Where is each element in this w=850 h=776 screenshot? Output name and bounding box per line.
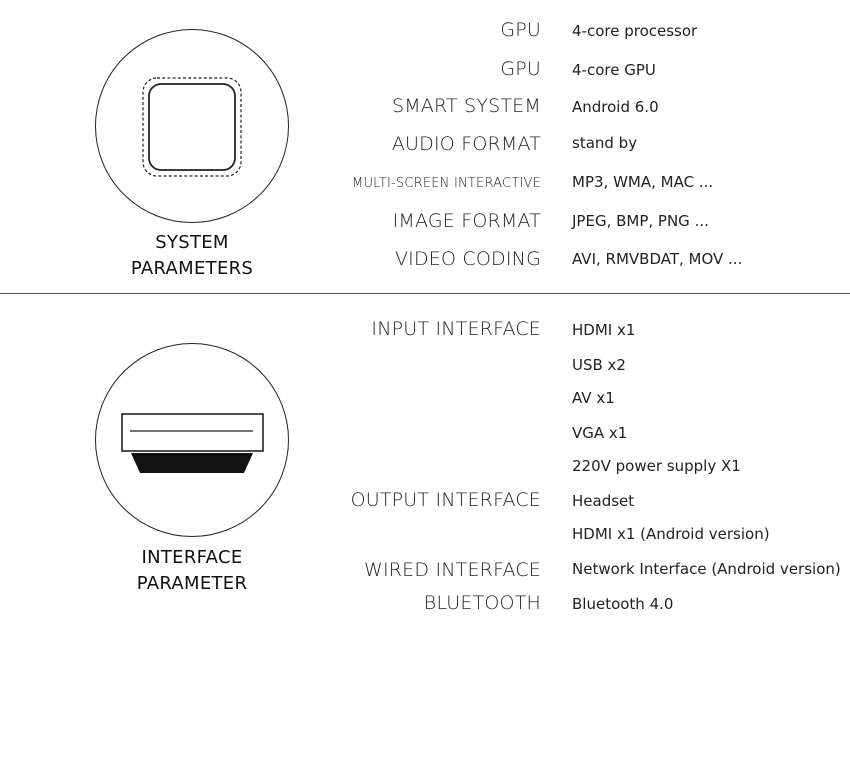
spec-value-power-supply: 220V power supply X1 [572, 457, 741, 475]
spec-value-hdmi: HDMI x1 [572, 321, 636, 339]
spec-label-gpu-core: GPU [500, 58, 541, 80]
spec-value-hdmi-android: HDMI x1 (Android version) [572, 525, 770, 543]
spec-label-gpu-processor: GPU [500, 19, 541, 41]
spec-value-image-format: JPEG, BMP, PNG ... [572, 212, 709, 230]
spec-label-output-interface: OUTPUT INTERFACE [350, 489, 541, 511]
spec-value-multi-screen: MP3, WMA, MAC ... [572, 173, 714, 191]
spec-value-vga: VGA x1 [572, 424, 628, 442]
spec-value-usb: USB x2 [572, 356, 626, 374]
spec-value-headset: Headset [572, 492, 635, 510]
spec-label-video-coding: VIDEO CODING [394, 248, 541, 270]
spec-value-gpu-core: 4-core GPU [572, 61, 656, 79]
hdmi-port-icon-circle [95, 343, 289, 537]
interface-title-line1: INTERFACE [141, 547, 243, 568]
system-title-line1: SYSTEM [155, 232, 229, 253]
spec-label-image-format: IMAGE FORMAT [392, 210, 541, 232]
interface-parameter-title [92, 545, 292, 597]
spec-value-av: AV x1 [572, 389, 615, 407]
section-divider [0, 293, 850, 294]
chip-icon-circle [95, 29, 289, 223]
spec-label-input-interface: INPUT INTERFACE [371, 318, 541, 340]
spec-value-gpu-processor: 4-core processor [572, 22, 698, 40]
spec-label-multi-screen: MULTI-SCREEN INTERACTIVE [352, 176, 541, 191]
spec-value-audio-format: stand by [572, 134, 638, 152]
system-parameters-title [92, 230, 292, 282]
spec-label-bluetooth: BLUETOOTH [423, 592, 541, 614]
hdmi-port-icon [95, 343, 289, 537]
spec-value-video-coding: AVI, RMVBDAT, MOV ... [572, 250, 743, 268]
spec-value-network-interface: Network Interface (Android version) [572, 560, 841, 578]
spec-value-bluetooth: Bluetooth 4.0 [572, 595, 674, 613]
interface-title-line2: PARAMETER [136, 573, 248, 594]
spec-label-wired-interface: WIRED INTERFACE [363, 559, 541, 581]
spec-label-audio-format: AUDIO FORMAT [391, 133, 541, 155]
spec-label-smart-system: SMART SYSTEM [391, 95, 541, 117]
spec-value-smart-system: Android 6.0 [572, 98, 659, 116]
chip-icon [95, 29, 289, 223]
system-title-line2: PARAMETERS [130, 258, 254, 279]
